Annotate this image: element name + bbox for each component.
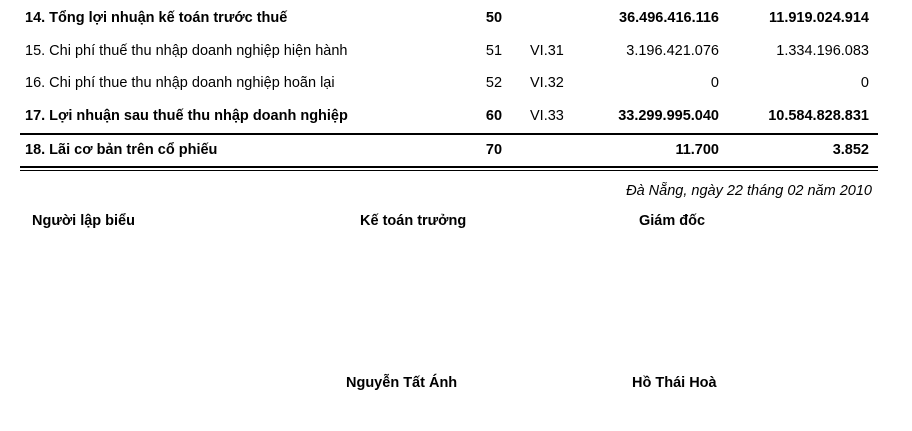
table-row: [0, 67, 912, 100]
table-row: [0, 134, 912, 167]
row-current-value: 36.496.416.116: [619, 10, 719, 26]
row-previous-value: 11.919.024.914: [769, 10, 869, 26]
row-code: 51: [485, 43, 503, 59]
row-current-value: 11.700: [675, 142, 719, 158]
row-note: VI.33: [530, 108, 564, 124]
row-code: 70: [485, 142, 503, 158]
row-label: 14. Tổng lợi nhuận kế toán trước thuế: [25, 10, 288, 26]
row-previous-value: 0: [860, 75, 869, 91]
director-name: Hồ Thái Hoà: [632, 375, 717, 391]
table-bottom-rule: [20, 166, 878, 168]
row-previous-value: 10.584.828.831: [768, 108, 869, 124]
table-row: [0, 35, 912, 68]
row-previous-value: 3.852: [832, 142, 869, 158]
row-label: 17. Lợi nhuận sau thuế thu nhập doanh nghiệp: [25, 108, 348, 124]
table-bottom-rule-double: [20, 170, 878, 171]
row-code: 52: [485, 75, 503, 91]
row-label: 18. Lãi cơ bản trên cổ phiếu: [25, 142, 218, 158]
director-title: Giám đốc: [639, 213, 706, 229]
row-previous-value: 1.334.196.083: [776, 43, 869, 59]
row-current-value: 3.196.421.076: [626, 43, 719, 59]
chief-accountant-title: Kế toán trưởng: [360, 213, 467, 229]
row-code: 60: [485, 108, 503, 124]
table-row: [0, 100, 912, 133]
row-label: 15. Chi phí thuế thu nhập doanh nghiệp hiện hành: [25, 43, 348, 59]
chief-accountant-name: Nguyễn Tất Ánh: [346, 375, 458, 391]
preparer-title: Người lập biểu: [32, 213, 135, 229]
row-current-value: 0: [710, 75, 719, 91]
row-note: VI.31: [530, 43, 564, 59]
row-code: 50: [485, 10, 503, 26]
date-line: Đà Nẵng, ngày 22 tháng 02 năm 2010: [626, 183, 872, 199]
table-row: [0, 2, 912, 35]
row-note: VI.32: [530, 75, 564, 91]
row-label: 16. Chi phí thue thu nhập doanh nghiệp hoãn lại: [25, 75, 335, 91]
row-current-value: 33.299.995.040: [618, 108, 719, 124]
